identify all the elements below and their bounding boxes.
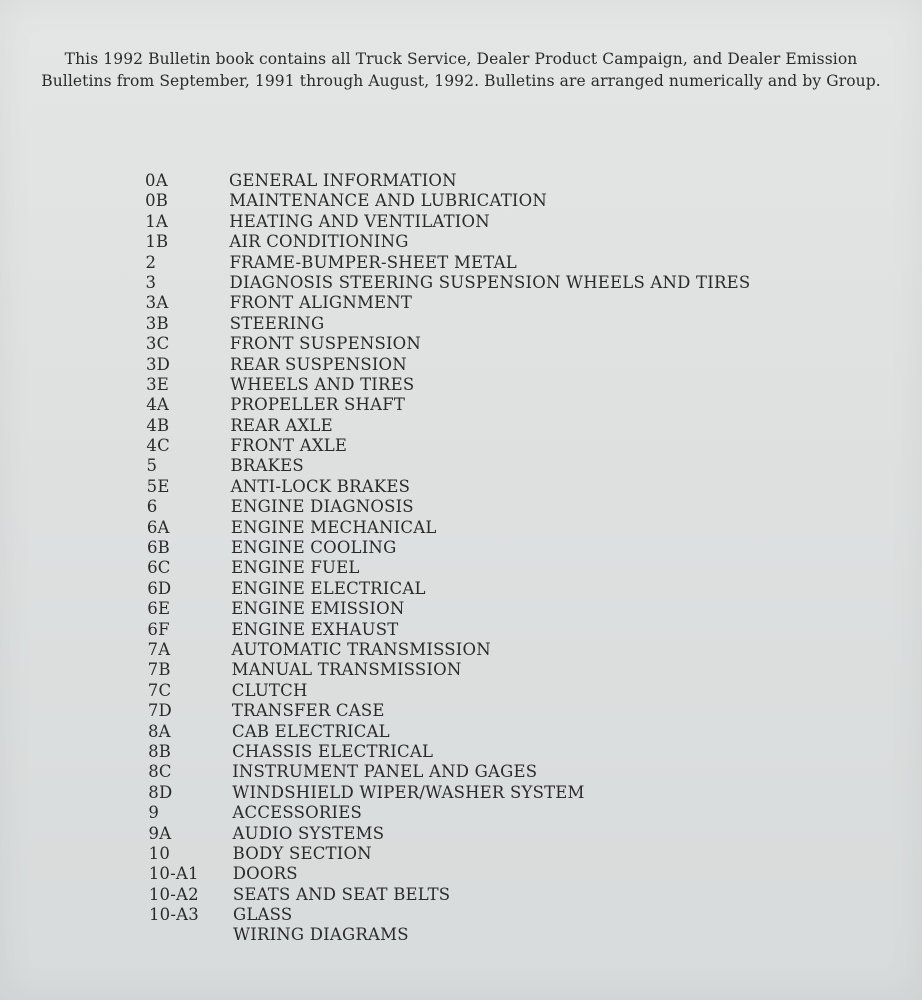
group-name: FRAME-BUMPER-SHEET METAL [229, 252, 517, 272]
group-name: FRONT SUSPENSION [229, 334, 422, 354]
group-row [145, 925, 785, 945]
group-name: ACCESSORIES [232, 803, 362, 823]
intro-line-1: This 1992 Bulletin book contains all Truck Service, Dealer Product Campaign, and Dealer Emission [64, 50, 858, 68]
group-row [145, 355, 785, 375]
group-code: 4A [146, 395, 170, 415]
group-name: ENGINE ELECTRICAL [231, 578, 426, 598]
group-code: 10-A3 [148, 905, 199, 925]
group-code: 7A [147, 639, 171, 659]
group-name: ENGINE COOLING [230, 538, 397, 558]
group-name: TRANSFER CASE [231, 701, 385, 721]
group-name: MAINTENANCE AND LUBRICATION [229, 191, 548, 211]
group-name: ENGINE DIAGNOSIS [230, 497, 414, 517]
intro-line-2: Bulletins from September, 1991 through August, 1992. Bulletins are arranged numerically and by Group. [41, 72, 881, 90]
group-name: BODY SECTION [232, 843, 372, 863]
group-name: CLUTCH [231, 680, 308, 700]
group-code: 3A [145, 293, 169, 313]
group-row [145, 191, 785, 211]
group-row [145, 497, 785, 517]
group-code: 7C [147, 680, 172, 700]
group-code: 1B [145, 232, 169, 252]
group-name: CAB ELECTRICAL [231, 721, 390, 741]
group-row [145, 579, 785, 599]
group-code: 10-A2 [148, 884, 199, 904]
group-row [145, 742, 785, 762]
group-code: 1A [145, 211, 169, 231]
group-code: 10 [148, 843, 171, 863]
group-code: 3B [145, 313, 169, 333]
group-name: BRAKES [230, 456, 304, 476]
group-code: 7B [147, 660, 171, 680]
group-name: GENERAL INFORMATION [229, 171, 457, 190]
group-code: 3D [145, 354, 171, 374]
group-row [145, 171, 785, 191]
group-code: 4C [146, 436, 170, 456]
group-row [145, 436, 785, 456]
group-row [145, 314, 785, 334]
group-code: 3 [145, 272, 157, 292]
group-code [149, 925, 233, 945]
group-row [145, 273, 785, 293]
group-row [145, 212, 785, 232]
group-code: 5E [146, 476, 170, 496]
group-code: 6 [146, 497, 158, 517]
group-name: DIAGNOSIS STEERING SUSPENSION WHEELS AND TIRES [229, 272, 751, 292]
group-code: 0A [145, 171, 168, 190]
group-code: 0B [145, 191, 169, 211]
group-code: 10-A1 [148, 864, 199, 884]
group-code: 8B [148, 741, 172, 761]
group-name: ENGINE EXHAUST [231, 619, 399, 639]
group-row [145, 844, 785, 864]
group-code: 6F [147, 619, 170, 639]
group-name: AUTOMATIC TRANSMISSION [231, 639, 491, 659]
group-name: GLASS [232, 905, 293, 925]
group-code: 8A [147, 721, 171, 741]
group-name: DOORS [232, 864, 298, 884]
group-row [145, 375, 785, 395]
group-code: 6E [147, 599, 171, 619]
group-row [145, 518, 785, 538]
group-code: 8C [148, 762, 172, 782]
group-name: SEATS AND SEAT BELTS [232, 884, 451, 904]
group-name: PROPELLER SHAFT [230, 395, 406, 415]
group-name: REAR SUSPENSION [229, 354, 407, 374]
group-code: 3C [145, 334, 170, 354]
group-row [145, 334, 785, 354]
group-row [145, 783, 785, 803]
group-name: MANUAL TRANSMISSION [231, 660, 462, 680]
group-row [145, 293, 785, 313]
group-code: 7D [147, 701, 172, 721]
group-row [145, 395, 785, 415]
group-row [145, 701, 785, 721]
intro-paragraph [14, 48, 908, 92]
group-name: WIRING DIAGRAMS [233, 925, 409, 945]
group-row [145, 722, 785, 742]
group-row [145, 456, 785, 476]
group-index-list [145, 171, 785, 946]
group-row [145, 538, 785, 558]
group-code: 6A [146, 517, 170, 537]
group-row [145, 660, 785, 680]
group-row [145, 905, 785, 925]
group-name: ENGINE MECHANICAL [230, 517, 437, 537]
group-code: 6B [146, 538, 170, 558]
group-row [145, 803, 785, 823]
group-code: 6D [147, 578, 172, 598]
group-code: 9 [148, 803, 160, 823]
group-name: ENGINE FUEL [231, 558, 360, 578]
group-row [145, 558, 785, 578]
group-code: 2 [145, 252, 157, 272]
group-name: WINDSHIELD WIPER/WASHER SYSTEM [232, 782, 585, 802]
group-code: 9A [148, 823, 172, 843]
group-row [145, 253, 785, 273]
group-row [145, 232, 785, 252]
group-row [145, 599, 785, 619]
group-name: AUDIO SYSTEMS [232, 823, 385, 843]
group-row [145, 620, 785, 640]
group-row [145, 681, 785, 701]
group-row [145, 864, 785, 884]
group-name: FRONT AXLE [230, 436, 348, 456]
group-code: 8D [148, 782, 173, 802]
group-name: REAR AXLE [230, 415, 333, 435]
group-name: WHEELS AND TIRES [230, 374, 415, 394]
group-name: HEATING AND VENTILATION [229, 211, 490, 231]
group-row [145, 477, 785, 497]
group-code: 4B [146, 415, 170, 435]
group-name: AIR CONDITIONING [229, 232, 409, 252]
group-row [145, 640, 785, 660]
group-name: ENGINE EMISSION [231, 599, 405, 619]
group-code: 3E [146, 374, 170, 394]
group-code: 6C [147, 558, 171, 578]
group-row [145, 885, 785, 905]
group-name: CHASSIS ELECTRICAL [232, 741, 434, 761]
group-code: 5 [146, 456, 158, 476]
group-row [145, 824, 785, 844]
group-name: STEERING [229, 313, 325, 333]
group-row [145, 416, 785, 436]
group-name: INSTRUMENT PANEL AND GAGES [232, 762, 538, 782]
group-name: FRONT ALIGNMENT [229, 293, 413, 313]
group-name: ANTI-LOCK BRAKES [230, 476, 411, 496]
group-row [145, 762, 785, 782]
